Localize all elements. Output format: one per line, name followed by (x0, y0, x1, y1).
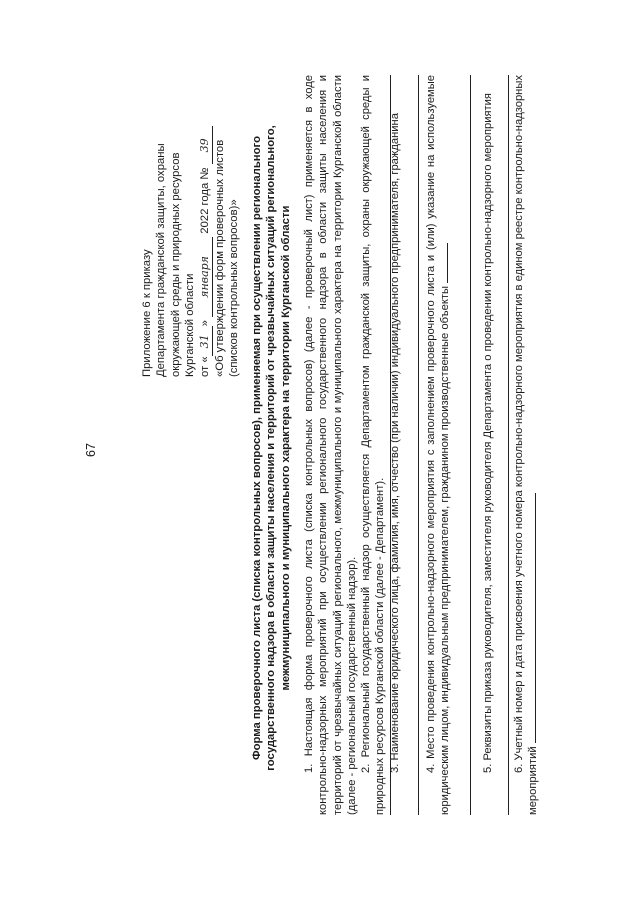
title-line: государственного надзора в области защиты населения и территорий от чрезвычайных ситуаций регионального, (265, 125, 278, 771)
date-prefix: от « (198, 356, 211, 377)
appendix-line: «Об утверждении форм проверочных листов (214, 139, 227, 377)
answer-line-5 (508, 75, 509, 815)
fill-line (447, 243, 448, 283)
page-number: 67 (84, 443, 98, 457)
date-year: 2022 года № (198, 167, 211, 234)
document-title (250, 103, 293, 793)
appendix-date-line (198, 87, 213, 377)
paragraph-4-text: 4. Место проведения контрольно-надзорного мероприятия с заполнением проверочного листа и (или) указание на используемые юридическим лицом, индивидуальным предпринимателем, гражданином производственные объекты (425, 75, 452, 815)
date-day-handwritten: 31 (198, 326, 213, 356)
appendix-header (140, 87, 242, 377)
date-month-handwritten: января (198, 237, 213, 317)
order-number-handwritten: 39 (198, 126, 213, 164)
title-line: межмуниципального и муниципального характера на территории Курганской области (279, 205, 292, 691)
appendix-line: Департамента гражданской защиты, охраны (155, 143, 168, 377)
paragraph-3: 3. Наименование юридического лица, фамилия, имя, отчество (при наличии) индивидуального предпринимателя, гражданина (388, 113, 401, 773)
appendix-line: (списков контрольных вопросов)» (228, 199, 241, 377)
date-mid: » (198, 320, 211, 327)
fill-line (535, 493, 536, 743)
paragraph-4 (424, 75, 453, 815)
document-body (302, 75, 402, 815)
appendix-line: Курганской области (184, 273, 197, 377)
answer-line-3b (418, 75, 419, 815)
paragraph-6 (512, 75, 541, 815)
paragraph-6-text: 6. Учетный номер и дата присвоения учетного номера контрольно-надзорного мероприятия в едином реестре контрольно-надзорных мероприятий (513, 75, 540, 815)
paragraph-4-block (424, 75, 453, 815)
answer-line-3a (390, 75, 391, 815)
paragraph-5: 5. Реквизиты приказа руководителя, заместителя руководителя Департамента о проведении контрольно-надзорного мероприятия (482, 93, 494, 773)
title-line: Форма проверочного листа (списка контрольных вопросов), применяемая при осуществлении регионального (251, 136, 263, 760)
paragraph-5-block (481, 75, 495, 815)
appendix-line: окружающей среды и природных ресурсов (169, 152, 182, 377)
answer-line-4 (470, 75, 471, 815)
paragraph-1: 1. Настоящая форма проверочного листа (списка контрольных вопросов) (далее - проверочный лист) применяется в ходе контрольно-надзорных мероприятий при осуществлении регионального государственного надзора в области защиты населения и территорий от чрезвычайных ситуаций регионального, межмуниципального и муниципального характера на территории Курганской области (далее - региональный государственный надзор). (303, 75, 358, 815)
paragraph-2: 2. Региональный государственный надзор осуществляется Департаментом гражданской защиты, охраны окружающей среды и природных ресурсов Курганской области (далее - Департамент). (360, 75, 387, 815)
appendix-line: Приложение 6 к приказу (141, 249, 153, 377)
paragraph-6-block (512, 75, 541, 815)
